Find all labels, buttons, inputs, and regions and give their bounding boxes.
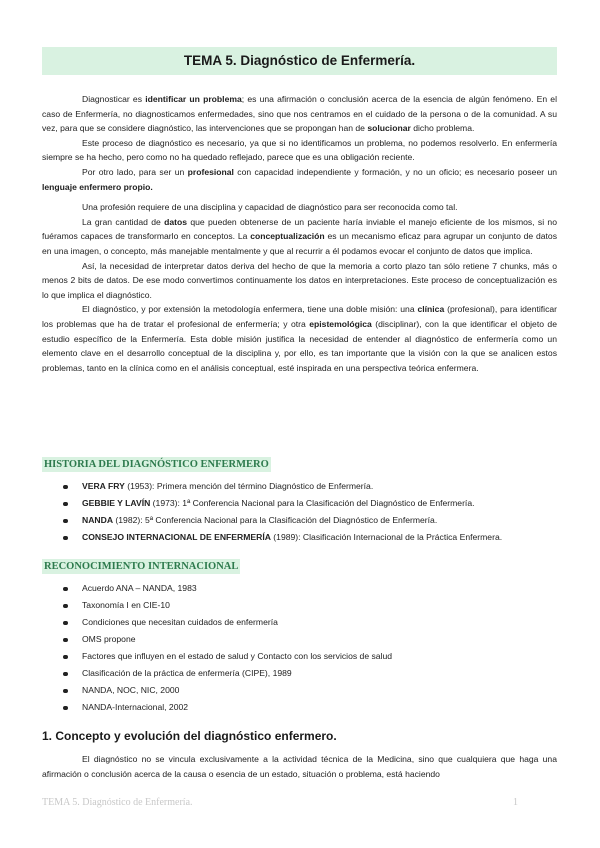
bullet-icon [63, 604, 68, 609]
section-heading-concepto: 1. Concepto y evolución del diagnóstico enfermero. [42, 729, 337, 743]
bullet-icon [63, 536, 68, 541]
bullet-icon [63, 706, 68, 711]
list-item: Acuerdo ANA – NANDA, 1983 [42, 580, 557, 597]
historia-list [42, 478, 557, 546]
intro-text [42, 92, 557, 375]
page-number: 1 [513, 797, 518, 808]
paragraph: El diagnóstico, y por extensión la metodología enfermera, tiene una doble misión: una clínica (profesional), para identificar los problemas que ha de tratar el profesional de enfermería; y otra epistemológica (disciplinar), con la que identificar el objeto de estudio específico de la Enfermería. Esta doble misión justifica la necesidad de entender al diagnóstico de enfermería como un elemento clave en el desarrollo conceptual de la disciplina y, por ello, es tan importante que la visión con la que se analicen estos problemas, tanto en la clínica como en el análisis conceptual, esté inspirada en una perspectiva teórica enfermera. [42, 304, 558, 373]
bullet-icon [63, 587, 68, 592]
bullet-icon [63, 519, 68, 524]
bullet-icon [63, 485, 68, 490]
reconocimiento-list [42, 580, 557, 716]
list-item: OMS propone [42, 631, 557, 648]
section1-text [42, 752, 557, 781]
bullet-icon [63, 502, 68, 507]
paragraph: Por otro lado, para ser un profesional con capacidad independiente y formación, y no un oficio; es necesario poseer un lenguaje enfermero propio. [42, 166, 558, 192]
list-item: NANDA-Internacional, 2002 [42, 699, 557, 716]
list-item: VERA FRY (1953): Primera mención del término Diagnóstico de Enfermería. [42, 478, 557, 495]
list-item: NANDA (1982): 5ª Conferencia Nacional para la Clasificación del Diagnóstico de Enfermería. [42, 512, 557, 529]
list-item: Clasificación de la práctica de enfermería (CIPE), 1989 [42, 665, 557, 682]
list-item: NANDA, NOC, NIC, 2000 [42, 682, 557, 699]
bullet-icon [63, 672, 68, 677]
list-item: Taxonomía I en CIE-10 [42, 597, 557, 614]
bullet-icon [63, 638, 68, 643]
paragraph: Este proceso de diagnóstico es necesario, ya que si no identificamos un problema, no podemos resolverlo. En enfermería siempre se ha hecho, pero como no ha quedado reflejado, parece que es una obligación reciente. [42, 137, 557, 163]
paragraph: El diagnóstico no se vincula exclusivamente a la actividad técnica de la Medicina, sino que cualquiera que haga una afirmación o conclusión acerca de la causa o esencia de un estado, situación o problema, está haciendo [42, 754, 557, 779]
list-item: Factores que influyen en el estado de salud y Contacto con los servicios de salud [42, 648, 557, 665]
list-item: Condiciones que necesitan cuidados de enfermería [42, 614, 557, 631]
list-item: CONSEJO INTERNACIONAL DE ENFERMERÍA (1989): Clasificación Internacional de la Práctica Enfermera. [42, 529, 557, 546]
bullet-icon [63, 621, 68, 626]
paragraph: Así, la necesidad de interpretar datos deriva del hecho de que la memoria a corto plazo tan sólo retiene 7 chunks, más o menos 2 bits de datos. De ese modo convertimos continuamente los datos en interpretaciones. Este proceso de conceptualización es lo que implica el diagnóstico. [42, 260, 557, 300]
bullet-icon [63, 689, 68, 694]
paragraph: Una profesión requiere de una disciplina y capacidad de diagnóstico para ser reconocida como tal. [82, 202, 458, 213]
section-heading-reconocimiento: RECONOCIMIENTO INTERNACIONAL [44, 561, 239, 572]
paragraph: La gran cantidad de datos que pueden obtenerse de un paciente haría inviable el manejo eficiente de los mismos, si no fuéramos capaces de transformarlo en conceptos. La conceptualización es un mecanismo eficaz para agrupar un conjunto de datos en una imagen, o concepto, más manejable mentalmente y que al recurrir a él podamos evocar el conjunto de datos que implica. [42, 216, 557, 256]
bullet-icon [63, 655, 68, 660]
section-heading-historia: HISTORIA DEL DIAGNÓSTICO ENFERMERO [44, 459, 269, 470]
paragraph: Diagnosticar es identificar un problema; es una afirmación o conclusión acerca de la esencia de algún fenómeno. En el caso de Enfermería, no diagnosticamos enfermedades, sino que nos centramos en el cuidado de la persona o de la comunidad. A su vez, para que se considere diagnóstico, las intervenciones que se propongan han de solucionar dicho problema. [42, 94, 557, 134]
list-item: GEBBIE Y LAVÍN (1973): 1ª Conferencia Nacional para la Clasificación del Diagnóstico de Enfermería. [42, 495, 557, 512]
footer-title: TEMA 5. Diagnóstico de Enfermería. [42, 797, 193, 808]
page-title: TEMA 5. Diagnóstico de Enfermería. [42, 47, 557, 75]
